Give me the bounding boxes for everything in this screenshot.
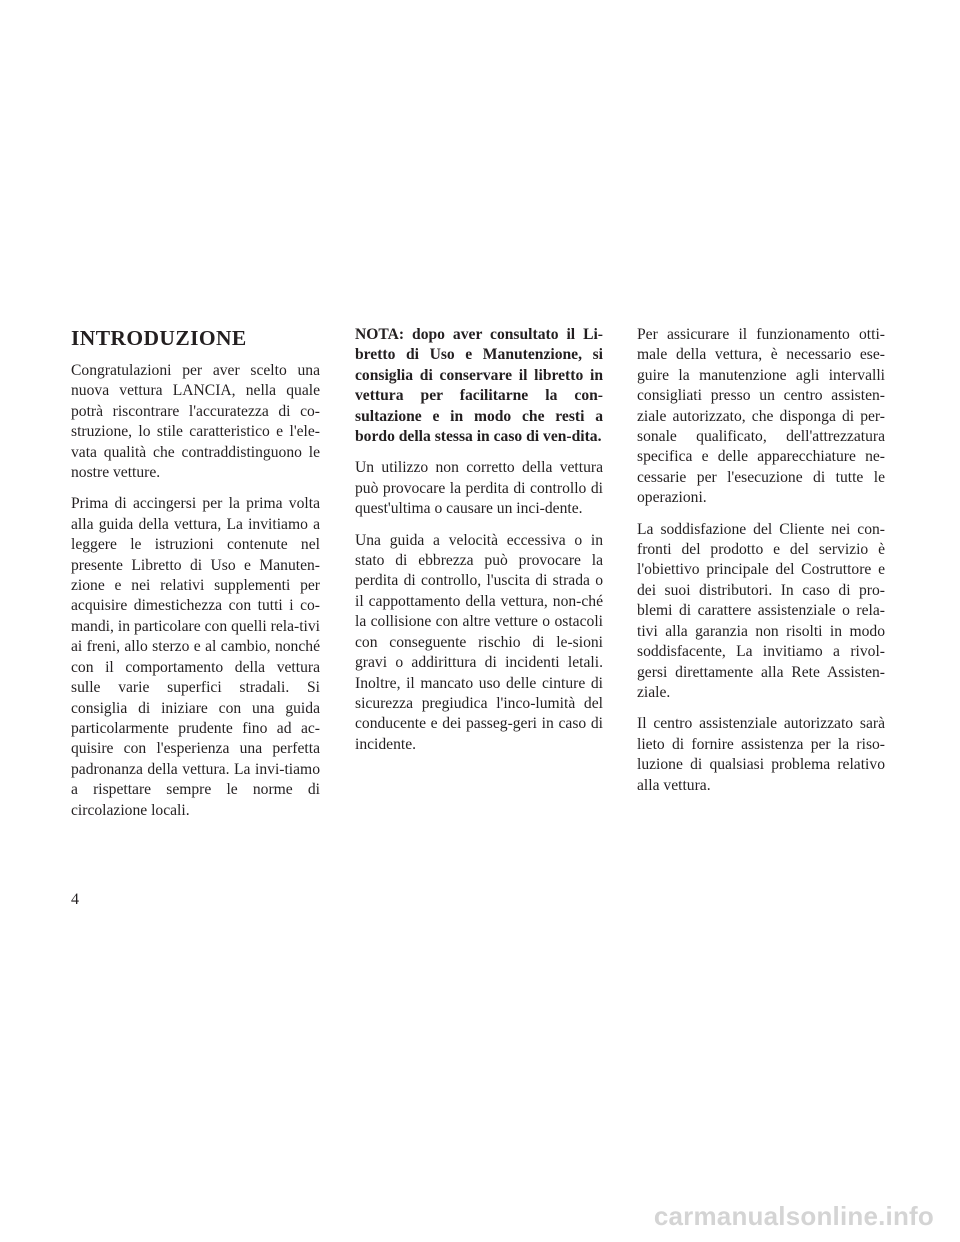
- page-number: 4: [71, 891, 79, 908]
- note-paragraph: NOTA: dopo aver consultato il Li-bretto di Uso e Manutenzione, si consiglia di conservare il libretto in vettura per facilitarne la con-sultazione e in modo che resti a bordo della stessa in caso di ven-dita.: [355, 326, 603, 446]
- column-middle: [355, 325, 603, 766]
- maintenance-paragraph: Per assicurare il funzionamento otti-male della vettura, è necessario ese-guire la manutenzione agli intervalli consigliati presso un centro assisten-ziale autorizzato, che disponga di per-sonale qualificato, dell'attrezzatura specifica e delle apparecchiature ne-cessarie per l'esecuzione di tutte le operazioni.: [637, 326, 885, 507]
- speed-warning-paragraph: Una guida a velocità eccessiva o in stato di ebbrezza può provocare la perdita di controllo, l'uscita di strada o il cappottamento della vettura, non-ché la collisione con altre vetture o ostacoli con conseguente rischio di le-sioni gravi o addirittura di incidenti letali. Inoltre, il mancato uso delle cinture di sicurezza pregiudica l'inco-lumità del conducente e dei passeg-geri in caso di incidente.: [355, 531, 603, 753]
- column-left: [71, 325, 320, 832]
- column-right: [637, 325, 885, 807]
- service-center-paragraph: Il centro assistenziale autorizzato sarà lieto di fornire assistenza per la riso-luzione di qualsiasi problema relativo alla vettura.: [637, 715, 885, 794]
- intro-paragraph-2: Prima di accingersi per la prima volta alla guida della vettura, La invitiamo a leggere le istruzioni contenute nel presente Libretto di Uso e Manuten-zione e nei relativi supplementi per acquisire dimestichezza con tutti i co-mandi, in particolare con quelli rela-tivi ai freni, allo sterzo e al cambio, nonché con il comportamento della vettura sulle varie superfici stradali. Si consiglia di iniziare con una guida particolarmente prudente fino ad ac-quisire con l'esperienza una perfetta padronanza della vettura. La invi-tiamo a rispettare sempre le norme di circolazione locali.: [71, 495, 320, 819]
- satisfaction-paragraph: La soddisfazione del Cliente nei con-fronti del prodotto e del servizio è l'obiettivo principale del Costruttore e dei suoi distributori. In caso di pro-blemi di carattere assistenziale o rela-tivi alla garanzia non risolti in modo soddisfacente, La invitiamo a rivol-gersi direttamente alla Rete Assisten-ziale.: [637, 520, 885, 701]
- misuse-paragraph: Un utilizzo non corretto della vettura può provocare la perdita di controllo di quest'ultima o causare un inci-dente.: [355, 459, 603, 518]
- watermark: carmanualsonline.info: [653, 1201, 934, 1231]
- section-heading: INTRODUZIONE: [71, 326, 247, 350]
- intro-paragraph-1: Congratulazioni per aver scelto una nuova vettura LANCIA, nella quale potrà riscontrare l'accuratezza di co-struzione, lo stile caratteristico e l'ele-vata qualità che contraddistinguono le nostre vetture.: [71, 362, 320, 482]
